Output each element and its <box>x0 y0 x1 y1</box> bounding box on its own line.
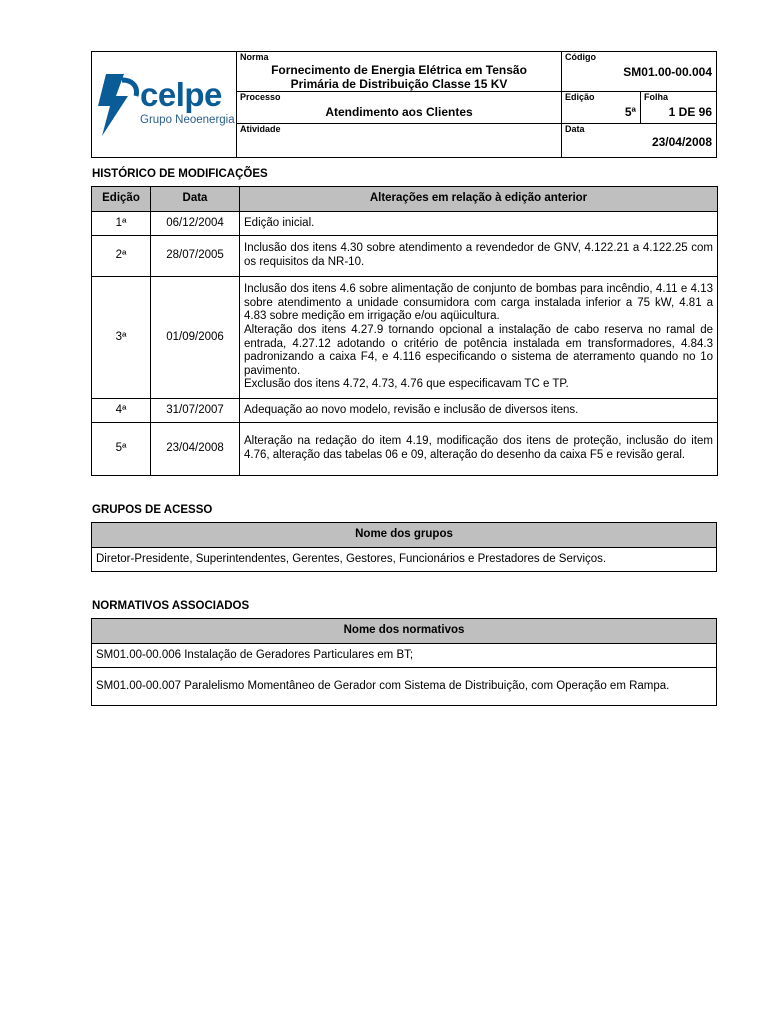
date-cell: 23/04/2008 <box>151 423 240 476</box>
historico-header-row <box>92 187 718 212</box>
edicao-label: Edição <box>565 92 595 102</box>
historico-table <box>91 186 718 476</box>
table-row <box>92 399 718 423</box>
norma-label: Norma <box>240 52 269 62</box>
norma-title-line1: Fornecimento de Energia Elétrica em Tensão <box>271 63 527 77</box>
table-row <box>92 548 717 572</box>
table-row <box>92 644 717 668</box>
change-cell <box>240 212 718 236</box>
celpe-logo <box>92 52 237 156</box>
change-cell <box>240 236 718 277</box>
document-header <box>91 51 717 158</box>
change-text: Inclusão dos itens 4.6 sobre alimentação de conjunto de bombas para incêndio, 4.11 e 4.13 sobre atendimento a unidade consumidora com carga instalada inferior a 75 kW, 4.81 a 4.83 sobre medição em irrigação e/ou aqüicultura. <box>244 283 713 323</box>
edicao-cell <box>562 92 641 124</box>
edicao-cell: 5ª <box>92 423 151 476</box>
edicao-cell: 1ª <box>92 212 151 236</box>
data-cell <box>562 124 717 158</box>
table-row <box>92 236 718 277</box>
date-cell: 28/07/2005 <box>151 236 240 277</box>
edicao-cell: 4ª <box>92 399 151 423</box>
data-label: Data <box>565 124 585 134</box>
col-header-normativos: Nome dos normativos <box>92 619 717 644</box>
table-row <box>92 277 718 399</box>
atividade-cell <box>237 124 562 158</box>
normativos-table <box>91 618 717 706</box>
table-row <box>92 668 717 706</box>
col-header-grupos: Nome dos grupos <box>92 523 717 548</box>
date-cell: 01/09/2006 <box>151 277 240 399</box>
grupos-table <box>91 522 717 572</box>
grupos-header-row <box>92 523 717 548</box>
col-header-data: Data <box>151 187 240 212</box>
table-row <box>92 423 718 476</box>
edicao-cell: 3ª <box>92 277 151 399</box>
change-text: Inclusão dos itens 4.30 sobre atendimento a revendedor de GNV, 4.122.21 a 4.122.25 com os requisitos da NR-10. <box>244 242 713 268</box>
col-header-edicao: Edição <box>92 187 151 212</box>
folha-cell <box>641 92 717 124</box>
historico-title: HISTÓRICO DE MODIFICAÇÕES <box>92 168 268 180</box>
change-cell <box>240 423 718 476</box>
table-row <box>92 212 718 236</box>
folha-value: 1 DE 96 <box>668 105 712 119</box>
col-header-alteracoes: Alterações em relação à edição anterior <box>240 187 718 212</box>
change-text: Alteração na redação do item 4.19, modificação dos itens de proteção, inclusão do item 4.76, alteração das tabelas 06 e 09, alteração do desenho da caixa F5 e revisão geral. <box>244 435 713 461</box>
processo-value: Atendimento aos Clientes <box>325 105 473 119</box>
change-cell <box>240 399 718 423</box>
change-text: Alteração dos itens 4.27.9 tornando opcional a instalação de cabo reserva no ramal de entrada, 4.27.12 adotando o critério de potência instalada em transformadores, 4.84.3 padronizando a caixa F4, e 4.116 especificando o sistema de aterramento quando no 1o pavimento. <box>244 323 713 377</box>
norma-cell <box>237 52 562 92</box>
norma-title-line2: Primária de Distribuição Classe 15 KV <box>290 77 508 91</box>
grupos-title: GRUPOS DE ACESSO <box>92 504 213 516</box>
edicao-cell: 2ª <box>92 236 151 277</box>
change-text: Exclusão dos itens 4.72, 4.73, 4.76 que especificavam TC e TP. <box>244 378 569 391</box>
logo-wordmark: celpe <box>140 76 222 113</box>
date-cell: 31/07/2007 <box>151 399 240 423</box>
codigo-value: SM01.00-00.004 <box>623 65 712 79</box>
lightning-logo-icon <box>94 70 142 140</box>
edicao-value: 5ª <box>624 105 636 119</box>
normativo-cell: SM01.00-00.006 Instalação de Geradores Particulares em BT; <box>92 644 717 668</box>
codigo-cell <box>562 52 717 92</box>
codigo-label: Código <box>565 52 596 62</box>
logo-subtext: Grupo Neoenergia <box>140 114 235 126</box>
change-text: Adequação ao novo modelo, revisão e inclusão de diversos itens. <box>244 403 579 416</box>
normativo-cell: SM01.00-00.007 Paralelismo Momentâneo de Gerador com Sistema de Distribuição, com Operação em Rampa. <box>92 668 717 706</box>
processo-cell <box>237 92 562 124</box>
normativos-header-row <box>92 619 717 644</box>
atividade-label: Atividade <box>240 124 281 134</box>
folha-label: Folha <box>644 92 668 102</box>
normativos-title: NORMATIVOS ASSOCIADOS <box>92 600 250 612</box>
grupos-cell: Diretor-Presidente, Superintendentes, Gerentes, Gestores, Funcionários e Prestadores de Serviços. <box>92 548 717 572</box>
date-cell: 06/12/2004 <box>151 212 240 236</box>
change-text: Edição inicial. <box>244 216 315 229</box>
processo-label: Processo <box>240 92 281 102</box>
data-value: 23/04/2008 <box>651 135 712 149</box>
logo-cell <box>92 52 237 158</box>
change-cell <box>240 277 718 399</box>
